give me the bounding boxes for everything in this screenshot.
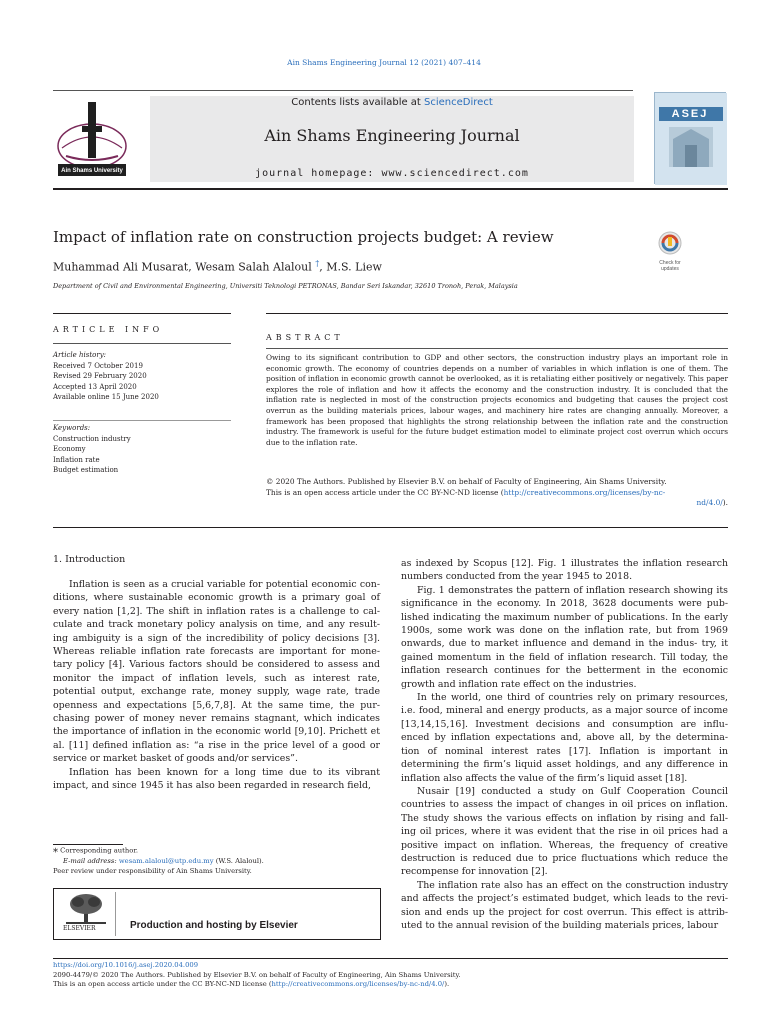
intro-paragraph: Fig. 1 demonstrates the pattern of inflation research showing its significance in the economy. In 2018, 3628 documents were pub- lished indicating the maximum number of publications. In the early 1900s, some work was done on the inflation rate, but from 1969 onwards, due to market influence and demand in the indus- try, it gained momentum in the field of inflation research. Till today, the inflation research continues for the betterment in the economic growth and inflation rate effect on the industries. (401, 584, 728, 690)
oa-prefix: This is an open access article under the CC BY-NC-ND license ( (53, 980, 272, 988)
footnote-email (53, 856, 383, 867)
keyword-item: Budget estimation (53, 466, 119, 474)
elsevier-hosting-text: Production and hosting by Elsevier (130, 920, 298, 931)
bottom-copyright: 2090-4479/© 2020 The Authors. Published by Elsevier B.V. on behalf of Faculty of Engineering, Ain Shams University. (53, 970, 461, 979)
logo-caption: Ain Shams University (61, 168, 123, 174)
masthead-top-rule (53, 90, 633, 91)
check-updates-label: Check for updates (659, 260, 681, 272)
intro-left-column (53, 578, 380, 793)
email-name: (W.S. Alaloul). (215, 856, 264, 865)
author-list (53, 259, 382, 274)
author-names-first: Muhammad Ali Musarat, Wesam Salah Alaloul (53, 260, 312, 274)
article-info-heading: ARTICLE INFO (53, 325, 164, 334)
paper-title: Impact of inflation rate on construction projects budget: A review (53, 228, 554, 246)
keywords (53, 423, 233, 476)
intro-paragraph: The inflation rate also has an effect on the construction industry and affects the project’s estimated budget, which leads to the revi- sion and ends up the project for cost overrun. This effect is attrib- uted to the annual revision of the building materials prices, labour (401, 879, 728, 931)
license-line-end (266, 498, 728, 509)
intro-right-column (401, 557, 728, 932)
journal-homepage[interactable]: journal homepage: www.sciencedirect.com (255, 168, 529, 179)
email-label: E-mail address: (63, 856, 117, 865)
history-received: Received 7 October 2019 (53, 361, 143, 370)
contents-available-line (150, 97, 634, 108)
abstract-bottom-rule (53, 527, 728, 528)
contents-prefix: Contents lists available at (291, 97, 425, 108)
license-line (266, 488, 728, 499)
abstract-top-rule (266, 313, 728, 314)
doi-link[interactable]: https://doi.org/10.1016/j.asej.2020.04.009 (53, 961, 199, 969)
keyword-item: Inflation rate (53, 455, 100, 464)
elsevier-wordmark: ELSEVIER (63, 925, 96, 932)
license-link-end[interactable]: nd/4.0/ (696, 498, 723, 508)
intro-paragraph: Inflation is seen as a crucial variable for potential economic con- ditions, where sustainable economic growth is a primary goal of every nation [1,2]. The shift in inflation rates is a challenge to cal- culate and track monetary policy analysis on time, and any result- ing ambiguity is a sign of the incredibility of policy decisions [3]. Whereas reliable inflation rate forecasts are important for mone- tary policy [4]. Various factors should be considered to assess and monitor the impact of inflation levels, such as interest rate, potential output, exchange rate, money supply, wage rate, trade openness and expectations [5,6,7,8]. At the same time, the pur- chasing power of money never remains stagnant, which indicates the importance of inflation in the economic world [9,10]. Prichett et al. [11] defined inflation as: “a rise in the price level of a good or service or market basket of goods and/or services”. (53, 579, 380, 765)
article-history (53, 350, 233, 403)
author-names-last: , M.S. Liew (319, 260, 382, 274)
history-accepted: Accepted 13 April 2020 (53, 382, 137, 391)
abstract-text: Owing to its significant contribution to GDP and other sectors, the construction industry plays an important role in economic growth. The economy of countries depends on a number of variables in which inflation is one of them. The position of inflation in economic growth cannot be overlooked, as it is retaliating either positively or negatively. This paper explores the role of inflation and how it affects the economy and the construction industry. It is concluded that the inflation rate is neglected in most of the construction projects economics and budgeting that causes the project cost overrun as the building materials prices, labour wages, and machinery hire rates are changing annually. Moreover, a framework has been proposed that highlights the strong relationship between the inflation rate and the construction industry. The framework is useful for the future budget estimation model to eliminate project cost overrun which occurs due to the inflation rate. (266, 353, 728, 447)
elsevier-divider (115, 892, 116, 936)
keywords-rule (53, 420, 231, 421)
journal-reference-link[interactable]: Ain Shams Engineering Journal 12 (2021) 407–414 (287, 58, 481, 67)
license-link[interactable]: http://creativecommons.org/licenses/by-nc- (503, 487, 666, 497)
masthead-bottom-rule (53, 188, 728, 190)
article-info-top-rule (53, 313, 231, 314)
intro-paragraph: In the world, one third of countries rely on primary resources, i.e. food, mineral and energy products, as a major source of income [13,14,15,16]. Investment decisions and consumption are influ- enced by inflation expectations and, above all, by the determina- tion of nominal interest rates [17]. Inflation is important in determining the firm’s liquid asset holdings, and any difference in inflation also affects the value of the firm’s liquid asset [18]. (401, 692, 728, 784)
section-heading-introduction: 1. Introduction (53, 554, 126, 565)
journal-title: Ain Shams Engineering Journal (264, 126, 520, 145)
footnote-corresponding-text: Corresponding author. (60, 846, 139, 855)
corresponding-author-mark[interactable]: † (315, 259, 320, 268)
keyword-item: Economy (53, 445, 86, 453)
sciencedirect-link[interactable]: ScienceDirect (424, 97, 493, 108)
footnote-peer-review: Peer review under responsibility of Ain Shams University. (53, 867, 252, 876)
license-close: ). (722, 498, 728, 508)
abstract-license (266, 477, 728, 509)
history-label: Article history: (53, 351, 107, 359)
footnotes (53, 845, 383, 877)
bottom-open-access (53, 980, 728, 990)
abstract-heading: ABSTRACT (266, 333, 344, 342)
intro-paragraph: as indexed by Scopus [12]. Fig. 1 illustrates the inflation research numbers conducted from the year 1945 to 2018. (401, 558, 728, 583)
oa-close: ). (444, 980, 450, 988)
keyword-item: Construction industry (53, 434, 131, 443)
article-info-heading-rule (53, 343, 231, 344)
check-for-updates-badge[interactable] (650, 230, 690, 272)
abstract-heading-rule (266, 348, 728, 349)
page-bottom-rule (53, 958, 728, 959)
license-copyright: © 2020 The Authors. Published by Elsevier B.V. on behalf of Faculty of Engineering, Ain Shams University. (266, 477, 667, 486)
author-affiliation: Department of Civil and Environmental Engineering, Universiti Teknologi PETRONAS, Bandar Seri Iskandar, 32610 Tronoh, Perak, Malaysia (53, 282, 518, 290)
email-link[interactable]: wesam.alaloul@utp.edu.my (118, 856, 214, 865)
journal-cover-image (654, 92, 726, 184)
page-bottom-notice (53, 961, 728, 990)
license-prefix: This is an open access article under the CC BY-NC-ND license ( (266, 487, 504, 497)
history-online: Available online 15 June 2020 (53, 393, 159, 401)
keywords-label: Keywords: (53, 424, 91, 432)
oa-license-link[interactable]: http://creativecommons.org/licenses/by-nc-nd/4.0/ (271, 980, 445, 988)
intro-paragraph: Inflation has been known for a long time due to its vibrant impact, and since 1945 it has also been regarded in research field, (53, 766, 380, 792)
footnote-star: ⁎ (53, 844, 58, 855)
cover-label: ASEJ (671, 108, 709, 120)
intro-paragraph: Nusair [19] conducted a study on Gulf Cooperation Council countries to assess the impact of changes in oil prices on inflation. The study shows the various effects on inflation by rising and fall- ing oil prices, where it was evident that the rise in oil prices had a positive impact on inflation. Whereas, the frequency of creative destruction is reduced due to price fluctuations which reduce the recompense for innovation [2]. (401, 785, 728, 878)
footnote-corresponding (53, 845, 383, 856)
history-revised: Revised 29 February 2020 (53, 372, 147, 380)
